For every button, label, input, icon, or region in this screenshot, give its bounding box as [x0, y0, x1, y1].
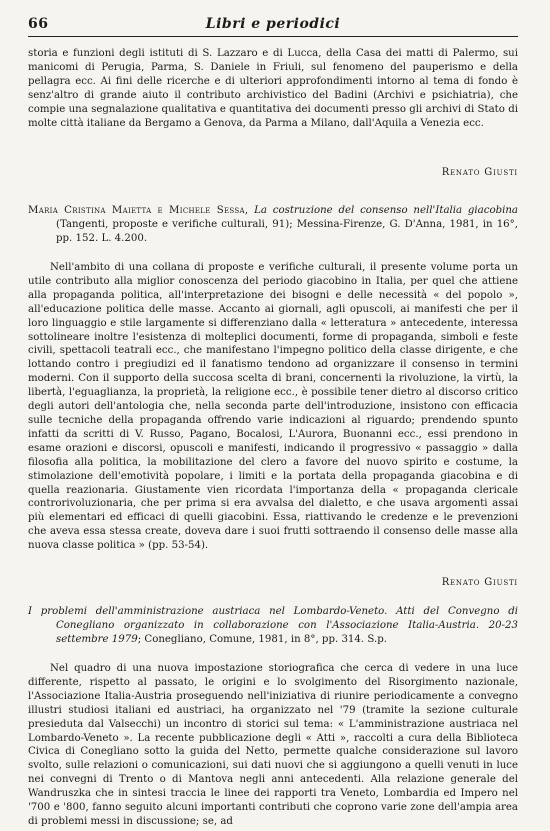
review-1-paragraph: storia e funzioni degli istituti di S. Lazzaro e di Lucca, della Casa dei matti di Palermo, sui manicomi di Perugia, Parma, S. Daniele in Friuli, sul fenomeno del pauperismo e della pellagra ecc. Ai fini delle ricerche e di ulteriori approfondimenti intorno al tema di fondo è senz'altro di grande aiuto il contributo archivistico del Badini (Archivi e psichiatria), che compie una segnalazione qualitativa e quantitativa dei documenti presso gli archivi di Stato di molte città italiane da Bergamo a Genova, da Parma a Milano, dall'Aquila a Venezia ecc. — [28, 48, 518, 129]
review-2-paragraph: Nell'ambito di una collana di proposte e verifiche culturali, il presente volume porta un utile contributo alla miglior conoscenza del periodo giacobino in Italia, per quel che attiene alla propaganda politica, all'interpretazione dei bisogni e delle necessità « del popolo », all'educazione politica delle masse. Accanto ai giornali, agli opuscoli, ai manifesti che per il loro linguaggio e stile largamente si differenziano dalla « letteratura » antecedente, interessa sottolineare inoltre l'esistenza di molteplici documenti, forme di propaganda, simboli e feste civili, spettacoli teatrali ecc., che manifestano l'impegno politico della classe dirigente, e che lottando contro i pregiudizi ed il fanatismo tendono ad organizzare il consenso in termini moderni. Con il supporto della succosa scelta di brani, concernenti la rivoluzione, la virtù, la libertà, l'eguaglianza, la proprietà, la religione ecc., è possibile tener dietro al discorso critico degli autori dell'antologia che, nella seconda parte dell'introduzione, insistono con efficacia sulle tecniche della propaganda offrendo varie indicazioni al riguardo; prendendo spunto infatti da scritti di V. Russo, Pagano, Bocalosi, L'Aurora, Buonanni ecc., essi prendono in esame orazioni e discorsi, opuscoli e manifesti, indicando il progressivo « passaggio » dalla filosofia alla politica, la mobilitazione del clero a favore del nuovo spirito e costume, la stimolazione dell'emotività popolare, i limiti e la portata della propaganda giacobina e di quella reazionaria. Giustamente vien ricordata l'importanza della « propaganda clericale controrivoluzionaria, che per prima si era avvalsa del dialetto, e che usava argomenti assai più elementari ed efficaci di quelli giacobini. Essa, riattivando le credenze e le prevenzioni che aveva essa stessa create, doveva dare i suoi frutti sottraendo il consenso delle masse alla nuova classe politica » (pp. 53-54). — [28, 262, 518, 552]
review-3-title: I problemi dell'amministrazione austriaca nel Lombardo-Veneto. Atti del Convegno di Conegliano organizzato in collaborazione con l'Associazione Italia-Austria. 20-23 settembre 1979 — [28, 606, 518, 645]
review-1-text — [28, 47, 518, 130]
review-3-bibliography — [28, 605, 518, 647]
page-number: 66 — [28, 16, 49, 32]
review-3-paragraph: Nel quadro di una nuova impostazione storiografica che cerca di vedere in una luce differente, rispetto al passato, le origini e lo svolgimento del Risorgimento nazionale, l'Associazione Italia-Austria proseguendo nell'iniziativa di riunire periodicamente a convegno illustri studiosi italiani ed austriaci, ha organizzato nel '79 (tramite la sezione culturale presieduta dal Valsecchi) un incontro di storici sul tema: « L'amministrazione austriaca nel Lombardo-Veneto ». La recente pubblicazione degli « Atti », raccolti a cura della Biblioteca Civica di Conegliano sotto la guida del Netto, permette qualche considerazione sul lavoro svolto, sulle relazioni o comunicazioni, sui dati nuovi che si aggiungono a quelli venuti in luce nei convegni di Trento o di Mantova negli anni antecedenti. Alla relazione generale del Wandruszka che in sintesi traccia le linee dei rapporti tra Veneto, Lombardia ed Impero nel '700 e '800, fanno seguito alcuni importanti contributi che coprono varie zone dell'ampia area di problemi messi in discussione; se, ad — [28, 663, 518, 827]
review-2-signature: Renato Giusti — [441, 577, 518, 588]
review-2-title: La costruzione del consenso nell'Italia giacobina — [254, 205, 518, 216]
review-2-authors: Maria Cristina Maietta e Michele Sessa, — [28, 205, 249, 216]
running-head: Libri e periodici — [205, 16, 341, 32]
review-3-body — [28, 662, 518, 829]
review-2-bibliography — [28, 204, 518, 246]
review-1-signature: Renato Giusti — [441, 167, 518, 178]
review-2-body — [28, 261, 518, 553]
review-3-details: ; Conegliano, Comune, 1981, in 8°, pp. 314. S.p. — [137, 633, 387, 645]
page-header — [28, 14, 518, 37]
review-2-details: (Tangenti, proposte e verifiche culturali, 91); Messina-Firenze, G. D'Anna, 1981, in 16°, pp. 152. L. 4.200. — [56, 218, 518, 244]
